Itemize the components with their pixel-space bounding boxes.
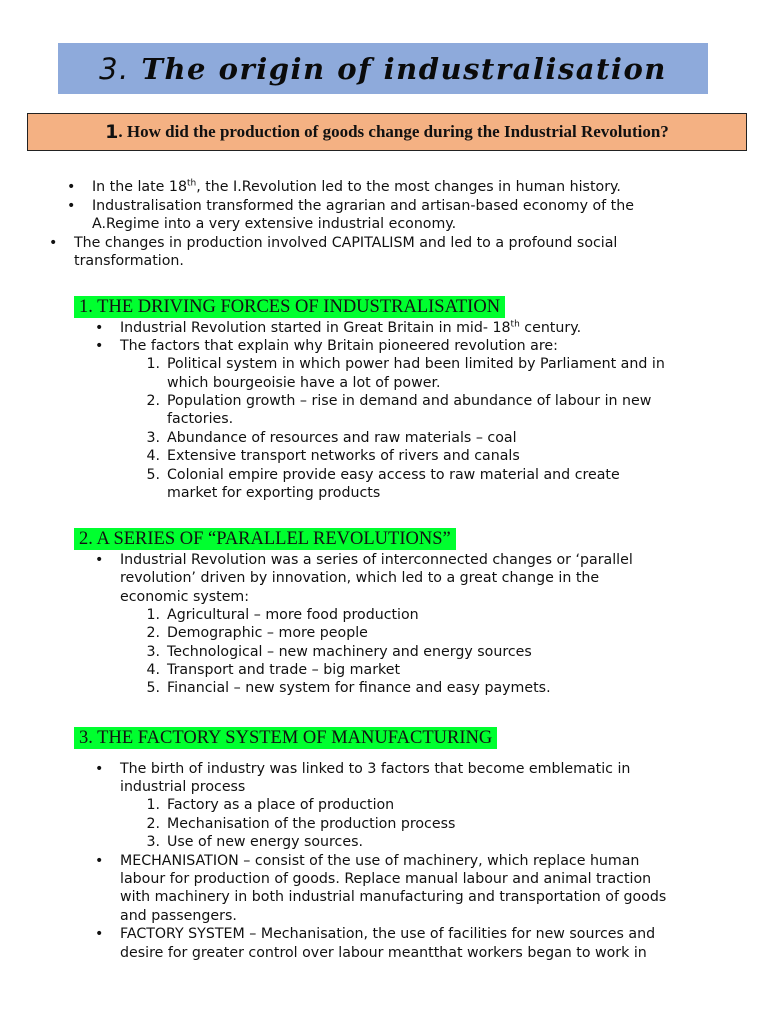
- section-3-heading: 3. THE FACTORY SYSTEM OF MANUFACTURING: [74, 727, 497, 749]
- section-1-list-item-1-cont: which bourgeoisie have a lot of power.: [167, 375, 441, 391]
- section-2-bullet-1: • Industrial Revolution was a series of interconnected changes or ‘parallel: [120, 551, 633, 569]
- intro-bullet-3-cont: transformation.: [74, 253, 184, 269]
- question-text: . How did the production of goods change during the Industrial Revolution?: [118, 122, 669, 141]
- intro-bullet-2-cont: A.Regime into a very extensive industrial economy.: [92, 216, 457, 232]
- question-box: [27, 113, 747, 151]
- section-1-bullet-2: • The factors that explain why Britain pioneered revolution are:: [120, 337, 558, 355]
- question-number: 1: [105, 121, 119, 143]
- page-title-banner: [58, 43, 708, 94]
- section-3-bullet-2: • MECHANISATION – consist of the use of machinery, which replace human: [120, 852, 639, 870]
- section-3-bullet-3-cont: desire for greater control over labour meantthat workers began to work in: [120, 945, 647, 961]
- section-2-bullet-1-cont-2: economic system:: [120, 589, 250, 605]
- section-3-bullet-2-cont-2: with machinery in both industrial manufacturing and transportation of goods: [120, 889, 667, 905]
- section-1-heading: 1. THE DRIVING FORCES OF INDUSTRALISATION: [74, 296, 505, 318]
- intro-bullet-1: • In the late 18th, the I.Revolution led to the most changes in human history.: [92, 178, 621, 196]
- section-3-bullet-2-cont-3: and passengers.: [120, 908, 237, 924]
- section-1-list-item-2-cont: factories.: [167, 411, 234, 427]
- section-3-bullet-3: • FACTORY SYSTEM – Mechanisation, the use of facilities for new sources and: [120, 925, 655, 943]
- title-number: 3.: [99, 51, 130, 86]
- section-2-heading: 2. A SERIES OF “PARALLEL REVOLUTIONS”: [74, 528, 456, 550]
- section-1-list-item-5-cont: market for exporting products: [167, 485, 381, 501]
- section-2-bullet-1-cont-1: revolution’ driven by innovation, which led to a great change in the: [120, 570, 600, 586]
- intro-bullet-2: • Industralisation transformed the agrarian and artisan-based economy of the: [92, 197, 634, 215]
- page-title: [99, 52, 667, 86]
- section-3-bullet-2-cont-1: labour for production of goods. Replace manual labour and animal traction: [120, 871, 652, 887]
- section-1-bullet-1: • Industrial Revolution started in Great Britain in mid- 18th century.: [120, 319, 581, 337]
- section-3-bullet-1: • The birth of industry was linked to 3 factors that become emblematic in: [120, 760, 630, 778]
- section-3-bullet-1-cont: industrial process: [120, 779, 246, 795]
- intro-bullet-3: • The changes in production involved CAPITALISM and led to a profound social: [74, 234, 617, 252]
- title-text: The origin of industralisation: [141, 51, 667, 86]
